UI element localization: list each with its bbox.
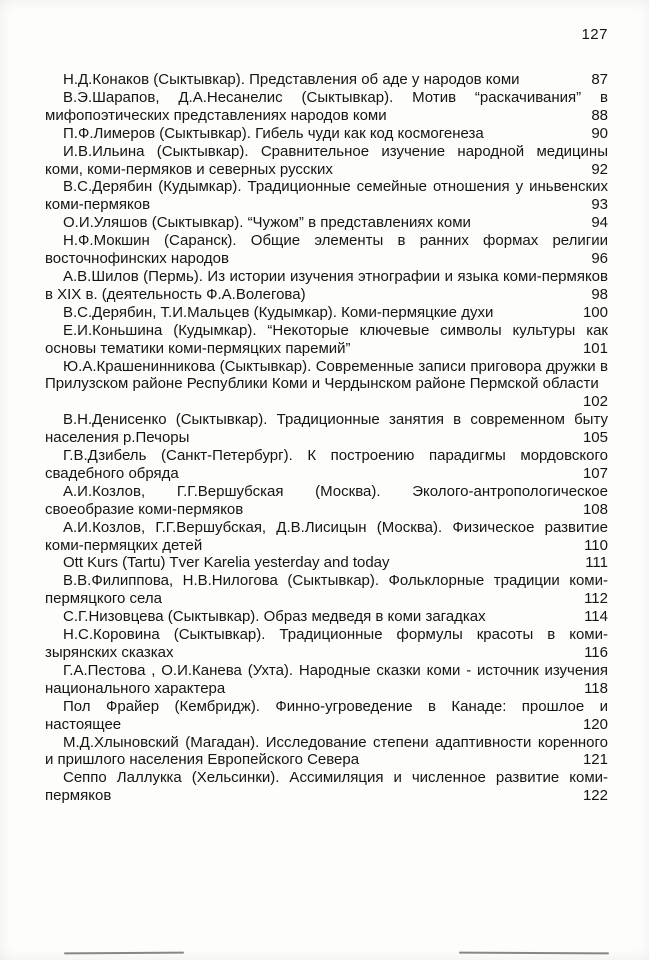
toc-entry [45,89,608,125]
toc-entry [45,358,608,412]
entry-page-number: 122 [582,787,608,805]
toc-entry [45,734,608,770]
entry-text: В.Э.Шарапов, Д.А.Несанелис (Сыктывкар). Мотив “раскачивания” в мифопоэтических представлениях народов коми [45,88,608,124]
entry-text: А.И.Козлов, Г.Г.Вершубская (Москва). Эколого-антропологическое своеобразие коми-пермяков [45,482,608,518]
toc-entry [45,214,608,232]
entry-text: Е.И.Коньшина (Кудымкар). “Некоторые ключевые символы культуры как основы тематики коми-пермяцких паремий” [45,321,608,357]
toc-entry [45,572,608,608]
entry-page-number: 118 [584,679,608,697]
toc-entry [45,125,608,143]
toc-entry [45,626,608,662]
toc-entry [45,447,608,483]
entry-page-number: 98 [591,285,608,303]
entry-page-number: 108 [582,500,608,518]
entry-page-number: 88 [591,106,608,124]
entry-text: В.Н.Денисенко (Сыктывкар). Традиционные занятия в современном быту населения р.Печоры [45,411,608,447]
entry-text: Н.Ф.Мокшин (Саранск). Общие элементы в ранних формах религии восточнофинских народов [45,232,608,268]
entry-text: В.В.Филиппова, Н.В.Нилогова (Сыктывкар). Фольклорные традиции коми-пермяцкого села [45,572,608,608]
entry-text: М.Д.Хлыновский (Магадан). Исследование степени адаптивности коренного и пришлого населения Европейского Севера [45,733,608,769]
entry-page-number: 111 [585,554,608,572]
entry-text: А.В.Шилов (Пермь). Из истории изучения этнографии и языка коми-пермяков в XIX в. (деятельность Ф.А.Волегова) [45,267,608,303]
entry-text: Н.С.Коровина (Сыктывкар). Традиционные формулы красоты в коми-зырянских сказках [45,626,608,661]
entry-text: Г.А.Пестова , О.И.Канева (Ухта). Народные сказки коми - источник изучения национального характера [45,661,608,697]
entry-text: Г.В.Дзибель (Санкт-Петербург). К построению парадигмы мордовского свадебного обряда [45,447,608,482]
entry-page-number: 90 [591,124,608,142]
toc-entry [45,769,608,805]
scan-artifact [64,952,184,955]
toc-entry [45,143,608,179]
entry-page-number: 120 [582,715,608,733]
entry-page-number: 93 [591,196,608,214]
toc-entry [45,268,608,304]
toc-entry [45,662,608,698]
entry-page-number: 96 [591,250,608,268]
toc-entry [45,698,608,734]
entry-page-number: 114 [584,608,608,626]
entry-text: О.И.Уляшов (Сыктывкар). “Чужом” в представлениях коми [63,214,471,232]
toc-entry [45,322,608,358]
entry-text: П.Ф.Лимеров (Сыктывкар). Гибель чуди как код космогенеза [63,124,484,142]
entry-page-number: 102 [582,393,608,411]
entry-page-number: 112 [584,590,608,608]
page-number: 127 [581,26,608,43]
entry-text: Ott Kurs (Tartu) Tver Karelia yesterday and today [63,554,390,572]
entry-page-number: 100 [582,303,608,321]
entry-page-number: 94 [591,214,608,232]
toc-entry [45,554,608,572]
entry-page-number: 87 [591,71,608,88]
entry-text: А.И.Козлов, Г.Г.Вершубская, Д.В.Лисицын (Москва). Физическое развитие коми-пермяцких детей [45,518,608,554]
entry-text: В.С.Дерябин, Т.И.Мальцев (Кудымкар). Коми-пермяцкие духи [63,303,494,321]
entry-text: Пол Фрайер (Кембридж). Финно-угроведение в Канаде: прошлое и настоящее [45,697,608,733]
toc-entry [45,519,608,555]
entry-text: И.В.Ильина (Сыктывкар). Сравнительное изучение народной медицины коми, коми-пермяков и северных русских [45,142,608,178]
entry-text: В.С.Дерябин (Кудымкар). Традиционные семейные отношения у иньвенских коми-пермяков [45,178,608,214]
entry-text: Сеппо Лаллукка (Хельсинки). Ассимиляция и численное развитие коми-пермяков [45,769,608,805]
entry-text: Н.Д.Конаков (Сыктывкар). Представления об аде у народов коми [63,71,520,88]
toc-entry [45,232,608,268]
entry-page-number: 92 [591,160,608,178]
scan-artifact [459,952,609,955]
toc-entry [45,178,608,214]
entry-page-number: 101 [582,339,608,357]
entry-text: Ю.А.Крашенинникова (Сыктывкар). Современные записи приговора дружки в Прилузском районе Республики Коми и Чердынском районе Пермской области [45,357,608,393]
toc-list [45,71,608,805]
entry-page-number: 105 [582,429,608,447]
entry-page-number: 110 [584,536,608,554]
entry-page-number: 121 [582,751,608,769]
toc-entry [45,608,608,626]
entry-page-number: 107 [582,464,608,482]
toc-entry [45,304,608,322]
entry-page-number: 116 [584,644,608,661]
entry-text: С.Г.Низовцева (Сыктывкар). Образ медведя в коми загадках [63,608,486,626]
toc-entry [45,411,608,447]
toc-entry [45,71,608,89]
toc-entry [45,483,608,519]
